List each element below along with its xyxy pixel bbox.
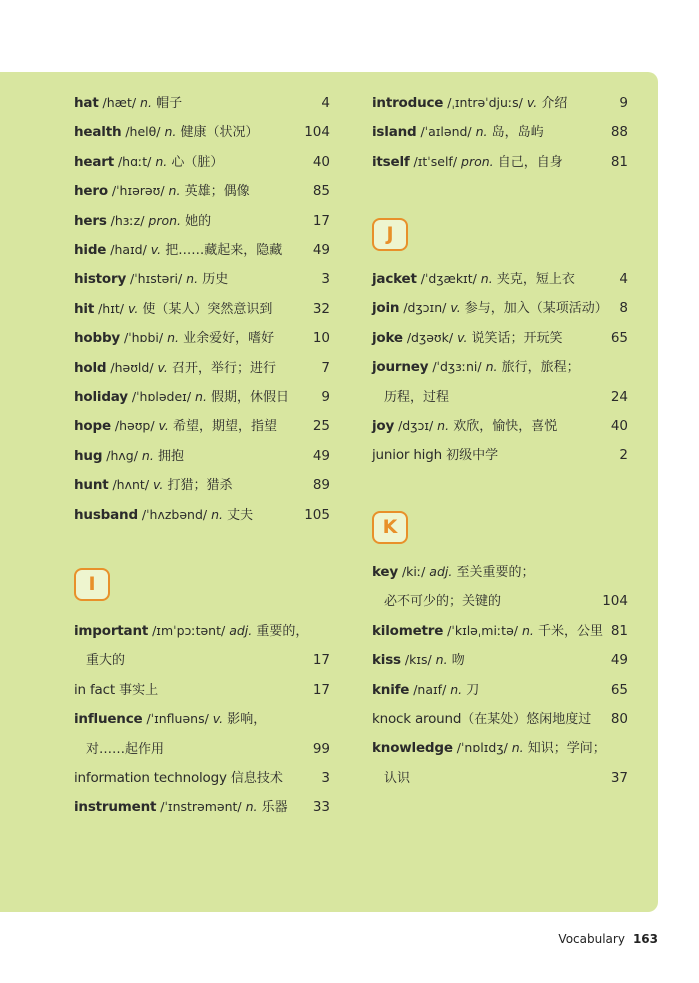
entry-page-number: 40 (312, 153, 330, 170)
entry-headword: hat (74, 95, 99, 111)
entry-meaning: 历程，过程 (384, 389, 450, 405)
entry-part-of-speech: n. (155, 153, 168, 169)
vocab-entry (74, 238, 330, 262)
entry-part-of-speech: v. (212, 711, 224, 727)
vocab-entry (74, 473, 330, 497)
vocab-entry (74, 385, 330, 409)
vocab-entry (74, 326, 330, 350)
entry-part-of-speech: n. (140, 95, 152, 110)
entry-meaning: 知识；学问； (523, 741, 606, 757)
entry-headword: junior high (372, 447, 442, 464)
vocab-entry (372, 120, 628, 144)
entry-phonetic: /ˈdʒækɪt/ (416, 271, 481, 286)
entry-page-number: 85 (312, 183, 330, 200)
entry-headword: itself (372, 153, 410, 170)
entry-headword: kiss (372, 652, 401, 669)
entry-page-number: 65 (610, 329, 628, 346)
vocab-entry (372, 150, 628, 174)
entry-meaning: 丈夫 (222, 507, 254, 523)
vocab-entry (372, 296, 628, 320)
entry-page-number: 88 (610, 124, 628, 141)
entry-part-of-speech: v. (153, 477, 164, 493)
entry-page-number: 81 (610, 153, 628, 170)
entry-part-of-speech: adj. (229, 623, 253, 638)
entry-meaning: 历史 (198, 272, 229, 288)
vocab-entry (372, 707, 628, 731)
entry-page-number: 65 (610, 681, 628, 698)
entry-meaning: 影响， (223, 712, 267, 728)
vocab-entry (372, 736, 628, 760)
entry-headword: important (74, 623, 149, 639)
entry-phonetic: /ˈhɒbi/ (120, 330, 168, 346)
entry-headword: island (372, 124, 417, 141)
entry-page-number: 49 (312, 447, 330, 464)
vocab-entry (372, 648, 628, 672)
footer-label: Vocabulary (558, 932, 625, 946)
entry-phonetic: /ˌɪntrəˈdjuːs/ (443, 95, 527, 110)
entry-page-number: 104 (602, 593, 628, 610)
entry-headword: joke (372, 329, 403, 346)
entry-meaning: 假期，休假日 (206, 390, 290, 405)
entry-meaning: 信息技术 (226, 771, 283, 786)
entry-part-of-speech: pron. (461, 153, 494, 169)
entry-page-number: 25 (312, 418, 330, 435)
entry-phonetic: /ˈdʒɜːni/ (428, 359, 486, 375)
entry-phonetic: /ˈɪnfluəns/ (142, 711, 213, 727)
entry-phonetic: /hɪt/ (94, 300, 128, 316)
entry-page-number: 8 (619, 300, 628, 317)
entry-meaning: 刀 (462, 682, 480, 698)
entry-phonetic: /helθ/ (121, 124, 165, 140)
entry-headword: hobby (74, 330, 121, 347)
entry-part-of-speech: n. (511, 740, 524, 756)
entry-page-number: 37 (610, 769, 628, 786)
entry-page-number: 17 (312, 652, 330, 669)
letter-heading-k: K (372, 511, 408, 544)
entry-headword: hug (74, 447, 103, 464)
entry-headword: knock around (372, 711, 462, 727)
entry-headword: kilometre (372, 622, 444, 639)
entry-phonetic: /ɪtˈself/ (409, 153, 462, 169)
entry-part-of-speech: n. (435, 652, 448, 668)
entry-phonetic: /ˈnɒlɪdʒ/ (452, 740, 512, 756)
entry-continuation (372, 589, 628, 613)
entry-page-number: 10 (312, 330, 330, 347)
entry-headword: knowledge (372, 740, 453, 757)
entry-headword: hero (74, 183, 108, 200)
entry-meaning: 介绍 (537, 96, 568, 111)
vocab-entry (372, 355, 628, 379)
vocab-entry (74, 120, 330, 144)
entry-phonetic: /ɪmˈpɔːtənt/ (148, 623, 230, 638)
vocab-entry (74, 414, 330, 438)
entry-page-number: 4 (321, 95, 330, 111)
entry-page-number: 3 (321, 770, 330, 786)
entry-headword: hers (74, 212, 107, 229)
entry-phonetic: /ˈhʌzbənd/ (137, 506, 212, 522)
vocab-entry (372, 267, 628, 291)
entry-meaning: 英雄；偶像 (180, 184, 250, 200)
entry-part-of-speech: n. (167, 330, 179, 346)
entry-page-number: 104 (304, 124, 330, 141)
entry-phonetic: /dʒəʊk/ (402, 329, 458, 345)
entry-page-number: 99 (312, 740, 330, 757)
entry-part-of-speech: v. (457, 329, 468, 345)
entry-meaning: 初级中学 (441, 448, 499, 464)
entry-part-of-speech: n. (141, 447, 154, 463)
entry-meaning: 事实上 (114, 682, 159, 698)
entry-meaning: 必不可少的；关键的 (384, 594, 502, 610)
entry-headword: key (372, 564, 398, 580)
entry-phonetic: /ˈhɒlədeɪ/ (127, 389, 196, 404)
entry-headword: information technology (74, 770, 227, 786)
entry-page-number: 4 (619, 271, 628, 287)
entry-part-of-speech: n. (168, 183, 181, 199)
entry-page-number: 17 (312, 681, 330, 698)
entry-meaning: 旅行，旅程； (497, 360, 580, 376)
entry-part-of-speech: n. (485, 359, 498, 375)
entry-phonetic: /həʊp/ (110, 418, 159, 434)
entry-headword: join (372, 300, 400, 317)
entry-meaning: 欢欣，愉快，喜悦 (449, 419, 558, 434)
entry-page-number: 32 (312, 300, 330, 317)
entry-part-of-speech: adj. (429, 564, 453, 579)
entry-phonetic: /naɪf/ (409, 681, 451, 697)
entry-phonetic: /hʌg/ (102, 447, 142, 463)
vocab-entry (372, 678, 628, 702)
entry-meaning: 对……起作用 (86, 741, 165, 757)
entry-phonetic: /ˈhɪstəri/ (126, 271, 187, 287)
entry-part-of-speech: n. (437, 418, 450, 433)
letter-heading-i: I (74, 568, 110, 601)
entry-page-number: 2 (619, 447, 628, 464)
entry-meaning: 岛，岛屿 (487, 125, 544, 141)
entry-page-number: 7 (321, 359, 330, 376)
entry-page-number: 81 (610, 622, 628, 639)
entry-phonetic: /həʊld/ (106, 359, 158, 375)
entry-part-of-speech: v. (526, 95, 538, 110)
entry-headword: hunt (74, 477, 109, 494)
vocab-entry (74, 91, 330, 115)
entry-headword: joy (372, 418, 395, 434)
entry-meaning: 使（某人）突然意识到 (138, 301, 273, 317)
entry-meaning: 参与，加入（某项活动） (460, 301, 608, 317)
vocab-entry (74, 444, 330, 468)
entry-meaning: （在某处）悠闲地度过 (461, 712, 592, 727)
entry-headword: hide (74, 242, 107, 258)
entry-continuation (74, 737, 330, 761)
entry-phonetic: /haɪd/ (106, 242, 151, 257)
entry-headword: hope (74, 418, 111, 435)
entry-phonetic: /hʌnt/ (108, 477, 154, 493)
entry-page-number: 105 (304, 506, 330, 523)
entry-continuation (74, 648, 330, 672)
entry-headword: influence (74, 711, 143, 728)
entry-part-of-speech: n. (164, 124, 177, 140)
entry-headword: heart (74, 153, 114, 170)
entry-meaning: 帽子 (151, 96, 183, 111)
entry-meaning: 重大的 (86, 653, 126, 669)
vocab-entry (372, 560, 628, 584)
entry-phonetic: /dʒɔɪ/ (394, 418, 438, 433)
entry-part-of-speech: n. (245, 799, 258, 815)
entry-part-of-speech: n. (475, 124, 488, 140)
vocab-entry (372, 326, 628, 350)
entry-continuation (372, 766, 628, 790)
entry-meaning: 夹克，短上衣 (492, 272, 575, 287)
entry-meaning: 健康（状况） (176, 125, 259, 141)
entry-phonetic: /kɪs/ (400, 652, 436, 668)
entry-page-number: 3 (321, 271, 330, 288)
entry-headword: health (74, 124, 122, 141)
entry-continuation (372, 385, 628, 409)
entry-part-of-speech: n. (480, 271, 493, 286)
vocab-entry (74, 707, 330, 731)
entry-phonetic: /hɑːt/ (114, 153, 156, 169)
vocab-entry (74, 267, 330, 291)
page-number: 163 (632, 932, 658, 946)
vocab-entry (372, 91, 628, 115)
entry-phonetic: /ˈɪnstrəmənt/ (156, 799, 246, 815)
entry-phonetic: /hæt/ (98, 95, 141, 110)
entry-phonetic: /kiː/ (397, 564, 430, 579)
vocab-entry (74, 503, 330, 527)
entry-page-number: 89 (312, 477, 330, 494)
vocab-entry (372, 443, 628, 467)
entry-phonetic: /ˈkɪləˌmiːtə/ (443, 622, 522, 638)
entry-headword: hold (74, 359, 107, 376)
vocab-entry (74, 179, 330, 203)
vocab-entry (74, 150, 330, 174)
entry-page-number: 33 (312, 799, 330, 816)
vocab-entry (74, 795, 330, 819)
entry-meaning: 乐器 (257, 800, 288, 816)
entry-phonetic: /ˈaɪlənd/ (416, 124, 476, 140)
entry-page-number: 9 (619, 95, 628, 111)
entry-meaning: 自己，自身 (493, 154, 563, 170)
entry-phonetic: /hɜːz/ (106, 212, 149, 228)
entry-meaning: 召开，举行；进行 (167, 360, 277, 376)
entry-page-number: 40 (610, 418, 628, 434)
entry-headword: history (74, 271, 127, 288)
entry-phonetic: /dʒɔɪn/ (399, 300, 451, 316)
entry-part-of-speech: n. (186, 271, 199, 287)
entry-part-of-speech: v. (127, 300, 139, 316)
entry-headword: husband (74, 506, 138, 523)
entry-headword: journey (372, 359, 429, 376)
entry-meaning: 把……藏起来，隐藏 (161, 243, 283, 258)
entry-meaning: 打猎；猎杀 (163, 478, 233, 494)
entry-headword: hit (74, 300, 95, 317)
entry-part-of-speech: v. (157, 359, 168, 375)
vocab-entry (74, 678, 330, 702)
vocab-entry (74, 297, 330, 321)
entry-meaning: 至关重要的； (452, 565, 535, 580)
vocab-entry (74, 619, 330, 643)
entry-headword: holiday (74, 389, 128, 405)
vocab-entry (74, 209, 330, 233)
entry-meaning: 吻 (447, 653, 465, 669)
entry-meaning: 希望，期望，指望 (168, 419, 278, 435)
vocabulary-panel (0, 72, 658, 912)
entry-page-number: 17 (312, 212, 330, 229)
entry-meaning: 拥抱 (153, 448, 184, 464)
vocab-entry (74, 766, 330, 790)
entry-headword: knife (372, 681, 410, 698)
page-footer (558, 932, 658, 946)
entry-part-of-speech: v. (150, 242, 162, 257)
entry-part-of-speech: n. (211, 506, 223, 522)
entry-part-of-speech: pron. (148, 212, 182, 228)
entry-page-number: 49 (610, 652, 628, 669)
entry-part-of-speech: n. (195, 389, 207, 404)
entry-meaning: 认识 (384, 770, 411, 786)
entry-phonetic: /ˈhɪərəʊ/ (107, 183, 169, 199)
entry-part-of-speech: v. (158, 418, 169, 434)
entry-headword: in fact (74, 681, 115, 698)
entry-meaning: 她的 (181, 213, 212, 229)
entry-headword: introduce (372, 95, 444, 111)
entry-part-of-speech: n. (450, 681, 463, 697)
entry-headword: instrument (74, 799, 157, 816)
vocab-entry (74, 356, 330, 380)
letter-heading-j: J (372, 218, 408, 251)
entry-meaning: 千米，公里 (533, 623, 603, 639)
entry-page-number: 9 (321, 389, 330, 405)
entry-meaning: 说笑话；开玩笑 (467, 330, 563, 346)
entry-part-of-speech: n. (521, 622, 534, 638)
vocab-entry (372, 619, 628, 643)
entry-headword: jacket (372, 271, 417, 287)
entry-meaning: 心（脏） (167, 154, 224, 170)
entry-page-number: 24 (610, 388, 628, 405)
entry-part-of-speech: v. (450, 300, 461, 316)
entry-page-number: 80 (610, 711, 628, 727)
entry-meaning: 重要的， (252, 624, 309, 639)
entry-page-number: 49 (312, 242, 330, 258)
vocab-entry (372, 414, 628, 438)
entry-meaning: 业余爱好，嗜好 (179, 331, 275, 347)
